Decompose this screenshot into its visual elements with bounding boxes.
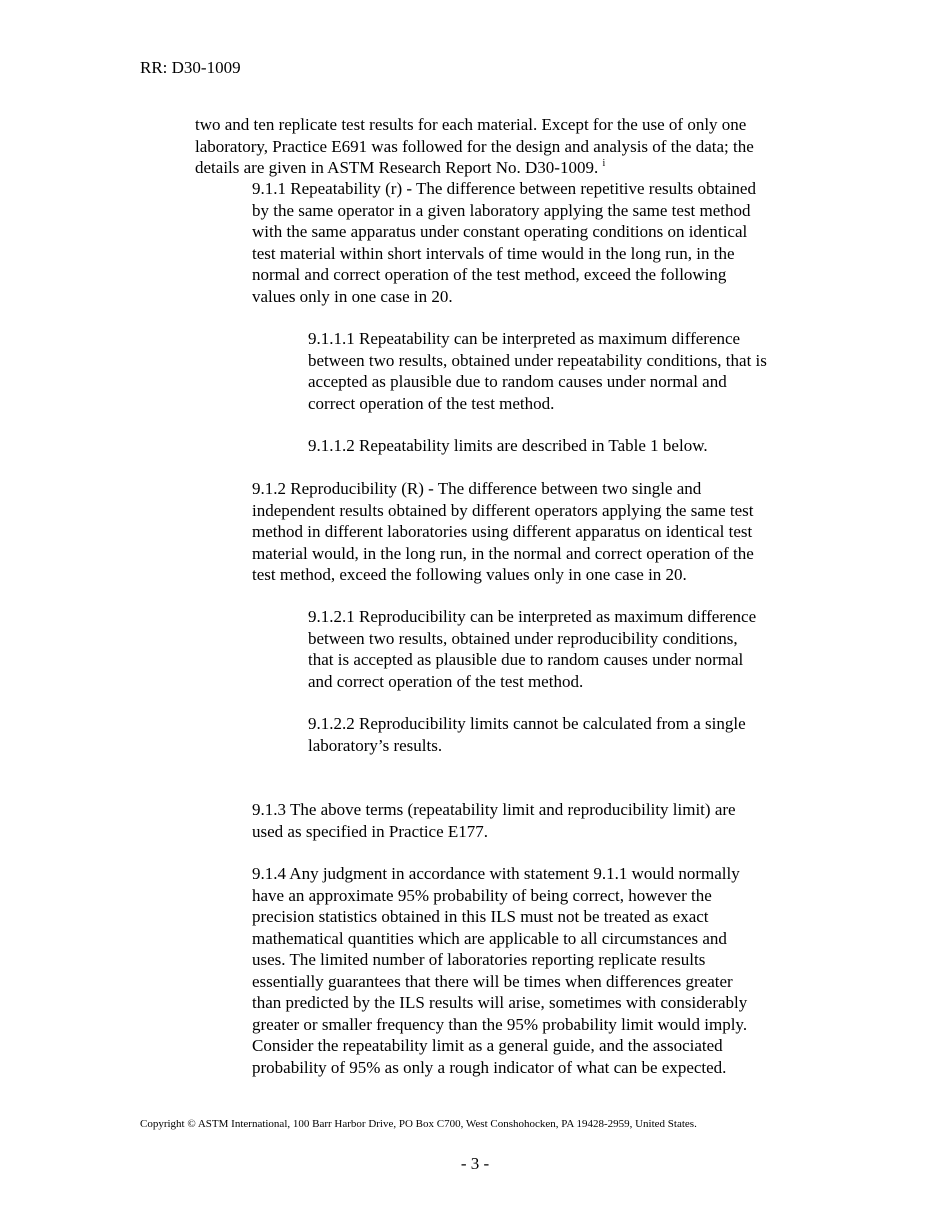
intro-text: two and ten replicate test results for each material. Except for the use of only one laboratory, Practice E691 was followed for the design and analysis of the data; the details are given in ASTM Research Report No. D30-1009. [195, 115, 754, 177]
section-9-1-1-repeatability: 9.1.1 Repeatability (r) - The difference between repetitive results obtained by the same operator in a given laboratory applying the same test method with the same apparatus under constant operating conditions on identical test material within short intervals of time would in the long run, in the normal and correct operation of the test method, exceed the following values only in one case in 20. [252, 179, 756, 306]
section-9-1-1-2: 9.1.1.2 Repeatability limits are described in Table 1 below. [308, 436, 708, 455]
section-9-1-4: 9.1.4 Any judgment in accordance with statement 9.1.1 would normally have an approximate 95% probability of being correct, however the precision statistics obtained in this ILS must not be treated as exact mathematical quantities which are applicable to all circumstances and uses. The limited number of laboratories reporting replicate results essentially guarantees that there will be times when differences greater than predicted by the ILS results will arise, sometimes with considerably greater or smaller frequency than the 95% probability limit would imply. Consider the repeatability limit as a general guide, and the associated probability of 95% as only a rough indicator of what can be expected. [252, 864, 748, 1077]
section-9-1-2-1: 9.1.2.1 Reproducibility can be interpreted as maximum difference between two results, obtained under reproducibility conditions, that is accepted as plausible due to random causes under normal and correct operation of the test method. [308, 607, 757, 691]
page-number: - 3 - [460, 1154, 490, 1173]
section-9-1-2-reproducibility: 9.1.2 Reproducibility (R) - The difference between two single and independent results obtained by different operators applying the same test method in different laboratories using different apparatus on identical test material would, in the long run, in the normal and correct operation of the test method, exceed the following values only in one case in 20. [252, 479, 754, 584]
intro-paragraph [195, 114, 835, 179]
section-9-1-1-1: 9.1.1.1 Repeatability can be interpreted as maximum difference between two results, obtained under repeatability conditions, that is accepted as plausible due to random causes under normal and correct operation of the test method. [308, 329, 767, 413]
endnote-marker: i [602, 158, 606, 169]
report-id-header: RR: D30-1009 [140, 58, 241, 77]
section-9-1-3: 9.1.3 The above terms (repeatability limit and reproducibility limit) are used as specified in Practice E177. [252, 800, 736, 841]
copyright-notice: Copyright © ASTM International, 100 Barr Harbor Drive, PO Box C700, West Conshohocken, PA 19428-2959, United States. [140, 1118, 697, 1130]
section-9-1-2-2: 9.1.2.2 Reproducibility limits cannot be calculated from a single laboratory’s results. [308, 714, 746, 755]
